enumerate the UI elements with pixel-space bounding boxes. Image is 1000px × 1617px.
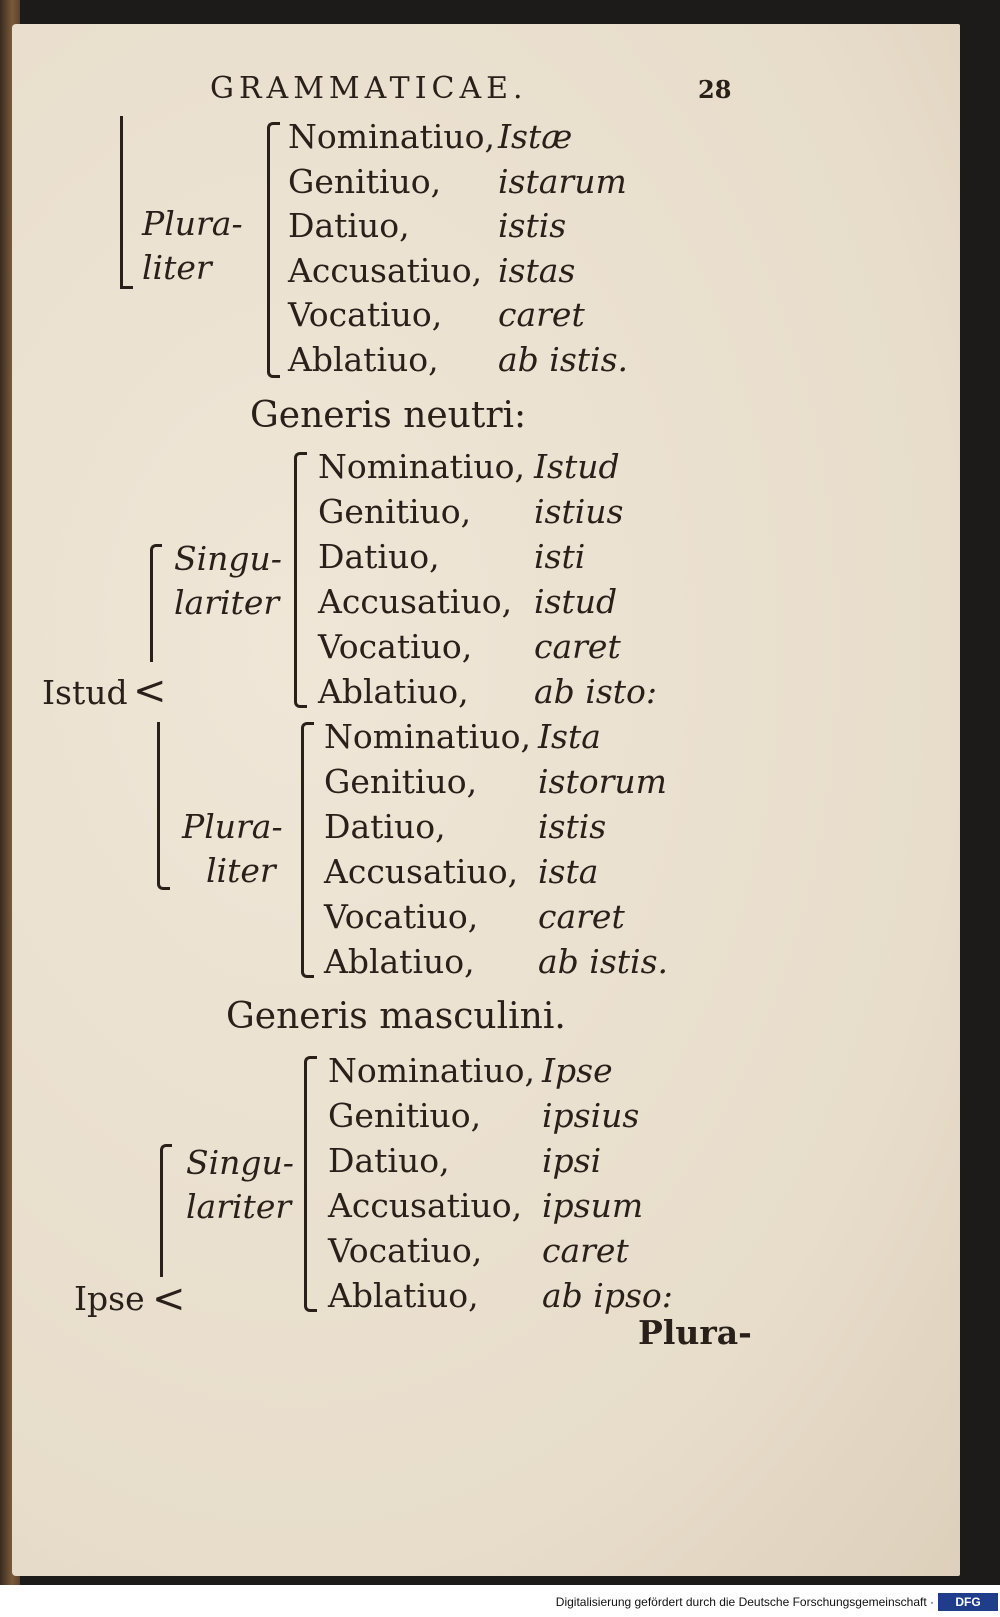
- case-name: Genitiuo,: [288, 161, 442, 201]
- case-brace: [294, 452, 307, 708]
- section-heading: Generis neutri:: [250, 395, 527, 436]
- case-name: Datiuo,: [324, 807, 446, 846]
- case-form: caret: [538, 897, 625, 936]
- case-name: Accusatiuo,: [318, 582, 513, 621]
- case-name: Accusatiuo,: [324, 852, 519, 891]
- number-label: lariter: [186, 1187, 292, 1226]
- case-form: istis: [498, 206, 567, 245]
- case-form: istorum: [538, 762, 667, 801]
- case-name: Genitiuo,: [328, 1096, 482, 1135]
- case-form: Ista: [538, 717, 601, 756]
- case-form: istas: [498, 250, 576, 290]
- case-form: Istæ: [498, 117, 573, 156]
- number-label: liter: [142, 248, 212, 287]
- footer-bar: [0, 1590, 1000, 1617]
- case-name: Nominatiuo,: [318, 447, 525, 486]
- case-name: Nominatiuo,: [288, 117, 495, 156]
- number-label: Plura-: [142, 204, 243, 243]
- case-name: Nominatiuo,: [328, 1051, 535, 1090]
- number-label: Singu-: [186, 1143, 294, 1182]
- funding-credit: Digitalisierung gefördert durch die Deutsche Forschungsgemeinschaft ·: [555, 1595, 934, 1609]
- case-name: Accusatiuo,: [288, 250, 483, 290]
- case-name: Genitiuo,: [318, 492, 472, 531]
- case-form: caret: [498, 295, 585, 334]
- case-brace: [304, 1056, 317, 1312]
- running-title: GRAMMATICAE.: [210, 71, 528, 106]
- case-name: Ablatiuo,: [318, 672, 469, 711]
- section-heading: Generis masculini.: [226, 996, 566, 1037]
- case-name: Vocatiuo,: [324, 897, 479, 936]
- case-name: Vocatiuo,: [288, 295, 443, 334]
- case-name: Vocatiuo,: [328, 1231, 483, 1270]
- page-number: 28: [698, 75, 732, 104]
- outer-bracket: [120, 116, 133, 289]
- case-brace: [301, 722, 314, 978]
- case-name: Ablatiuo,: [324, 942, 475, 981]
- case-form: ab istis.: [538, 942, 669, 981]
- dfg-logo: DFG: [938, 1593, 998, 1611]
- case-name: Accusatiuo,: [328, 1186, 523, 1225]
- case-form: caret: [542, 1231, 629, 1270]
- pronoun-label: Ipse: [74, 1279, 145, 1318]
- case-form: ab isto:: [534, 672, 658, 711]
- case-form: Istud: [534, 447, 620, 486]
- case-form: istarum: [498, 161, 627, 201]
- pronoun-label: Istud: [42, 673, 128, 712]
- main-brace: <: [133, 668, 167, 714]
- case-name: Vocatiuo,: [318, 627, 473, 666]
- case-name: Ablatiuo,: [328, 1276, 479, 1315]
- case-name: Datiuo,: [288, 206, 410, 245]
- book-page: [12, 24, 960, 1576]
- number-label: Singu-: [174, 539, 282, 578]
- case-form: isti: [534, 537, 586, 576]
- plural-bracket: [157, 722, 170, 890]
- case-form: Ipse: [542, 1051, 613, 1090]
- case-name: Datiuo,: [318, 537, 440, 576]
- case-form: ipsi: [542, 1141, 602, 1180]
- main-brace: <: [152, 1276, 186, 1322]
- case-form: istius: [534, 492, 624, 531]
- case-name: Genitiuo,: [324, 762, 478, 801]
- case-form: istis: [538, 807, 607, 846]
- case-name: Nominatiuo,: [324, 717, 531, 756]
- number-label: liter: [206, 851, 276, 890]
- catchword: Plura-: [638, 1313, 752, 1352]
- case-form: caret: [534, 627, 621, 666]
- case-name: Datiuo,: [328, 1141, 450, 1180]
- number-label: lariter: [174, 583, 280, 622]
- case-form: ab istis.: [498, 339, 629, 379]
- number-label: Plura-: [182, 807, 283, 846]
- case-name: Ablatiuo,: [288, 339, 439, 379]
- case-form: ipsum: [542, 1186, 644, 1225]
- case-form: istud: [534, 582, 618, 621]
- case-form: ista: [538, 852, 599, 891]
- case-brace: [267, 122, 280, 378]
- singular-bracket: [150, 544, 162, 662]
- case-form: ipsius: [542, 1096, 640, 1135]
- case-form: ab ipso:: [542, 1276, 673, 1315]
- singular-bracket: [160, 1144, 172, 1277]
